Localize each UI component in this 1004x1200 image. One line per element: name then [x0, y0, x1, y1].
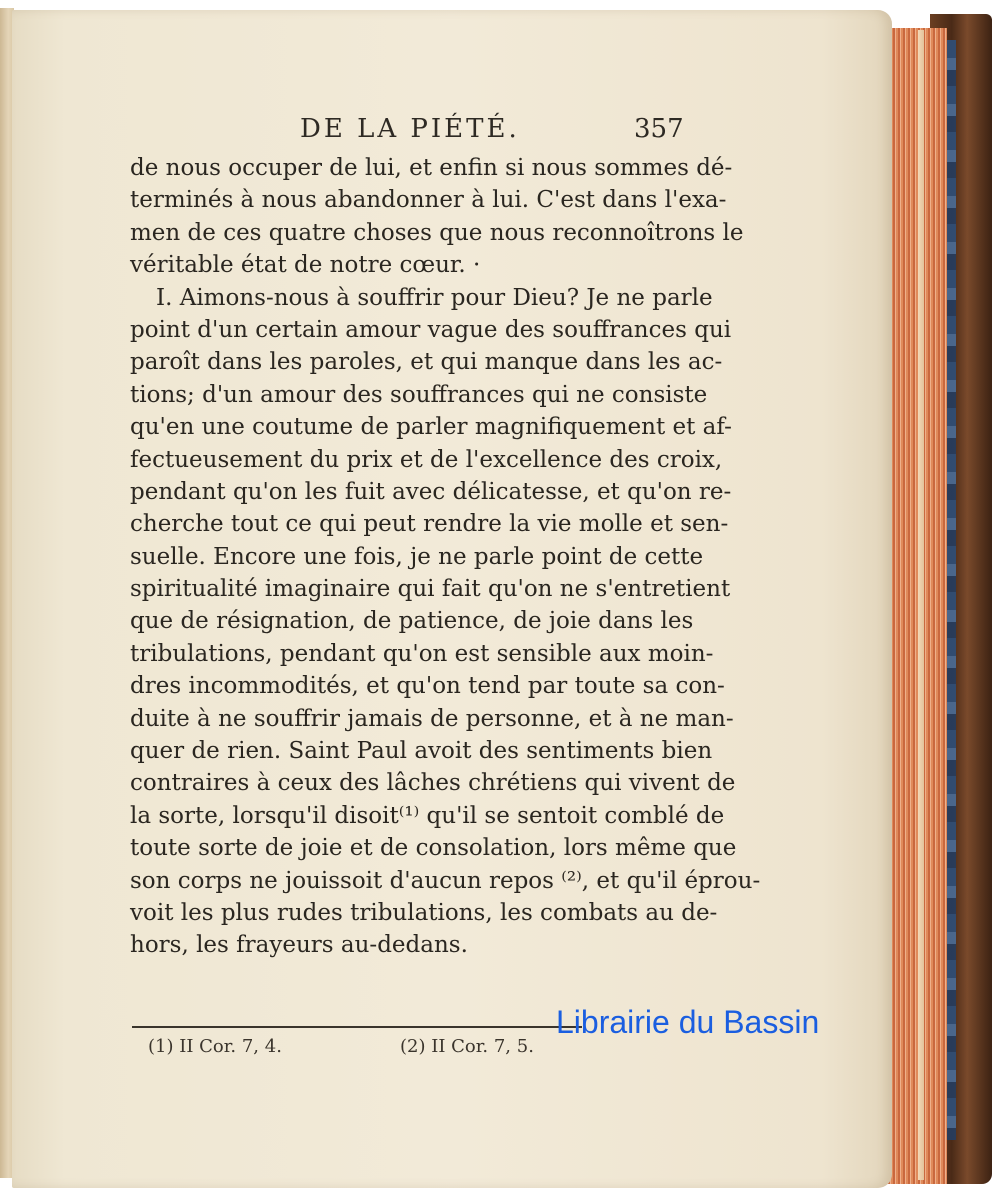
- page-number: 357: [634, 114, 684, 144]
- text-line: point d'un certain amour vague des souffrances qui: [130, 316, 732, 343]
- text-line: véritable état de notre cœur. ·: [130, 252, 481, 279]
- text-line: terminés à nous abandonner à lui. C'est dans l'exa-: [130, 187, 727, 214]
- watermark-text: Librairie du Bassin: [556, 1004, 820, 1040]
- text-line: duite à ne souffrir jamais de personne, et à ne man-: [130, 705, 734, 732]
- text-line: fectueusement du prix et de l'excellence des croix,: [130, 446, 723, 473]
- text-line: pendant qu'on les fuit avec délicatesse, et qu'on re-: [130, 478, 732, 505]
- text-line: son corps ne jouissoit d'aucun repos ⁽²⁾, et qu'il éprou-: [130, 867, 761, 894]
- text-line: cherche tout ce qui peut rendre la vie molle et sen-: [130, 511, 729, 538]
- page-header: [12, 114, 892, 148]
- running-title: DE LA PIÉTÉ.: [300, 114, 520, 144]
- text-line: contraires à ceux des lâches chrétiens qui vivent de: [130, 770, 736, 797]
- text-line: men de ces quatre choses que nous reconnoîtrons le: [130, 219, 744, 246]
- text-line: tions; d'un amour des souffrances qui ne consiste: [130, 381, 708, 408]
- text-line: tribulations, pendant qu'on est sensible aux moin-: [130, 640, 714, 667]
- text-line: paroît dans les paroles, et qui manque dans les ac-: [130, 349, 723, 376]
- body-text: [130, 152, 761, 962]
- text-line: suelle. Encore une fois, je ne parle point de cette: [130, 543, 704, 570]
- page-edge-highlight: [918, 30, 924, 1180]
- text-line: que de résignation, de patience, de joie dans les: [130, 608, 694, 635]
- footnote-rule: [132, 1026, 582, 1028]
- text-line: spiritualité imaginaire qui fait qu'on ne s'entretient: [130, 576, 731, 603]
- text-line: la sorte, lorsqu'il disoit⁽¹⁾ qu'il se sentoit comblé de: [130, 802, 725, 829]
- text-line: dres incommodités, et qu'on tend par toute sa con-: [130, 673, 725, 700]
- text-line: I. Aimons-nous à souffrir pour Dieu? Je ne parle: [156, 284, 713, 311]
- footnote-2: (2) II Cor. 7, 5.: [400, 1036, 534, 1057]
- text-line: hors, les frayeurs au-dedans.: [130, 932, 468, 959]
- footnote-1: (1) II Cor. 7, 4.: [148, 1036, 282, 1057]
- text-line: quer de rien. Saint Paul avoit des sentiments bien: [130, 738, 713, 765]
- text-line: de nous occuper de lui, et enfin si nous sommes dé-: [130, 155, 733, 181]
- text-line: toute sorte de joie et de consolation, lors même que: [130, 835, 737, 862]
- text-line: voit les plus rudes tribulations, les combats au de-: [130, 899, 718, 926]
- text-line: qu'en une coutume de parler magnifiquement et af-: [130, 414, 732, 441]
